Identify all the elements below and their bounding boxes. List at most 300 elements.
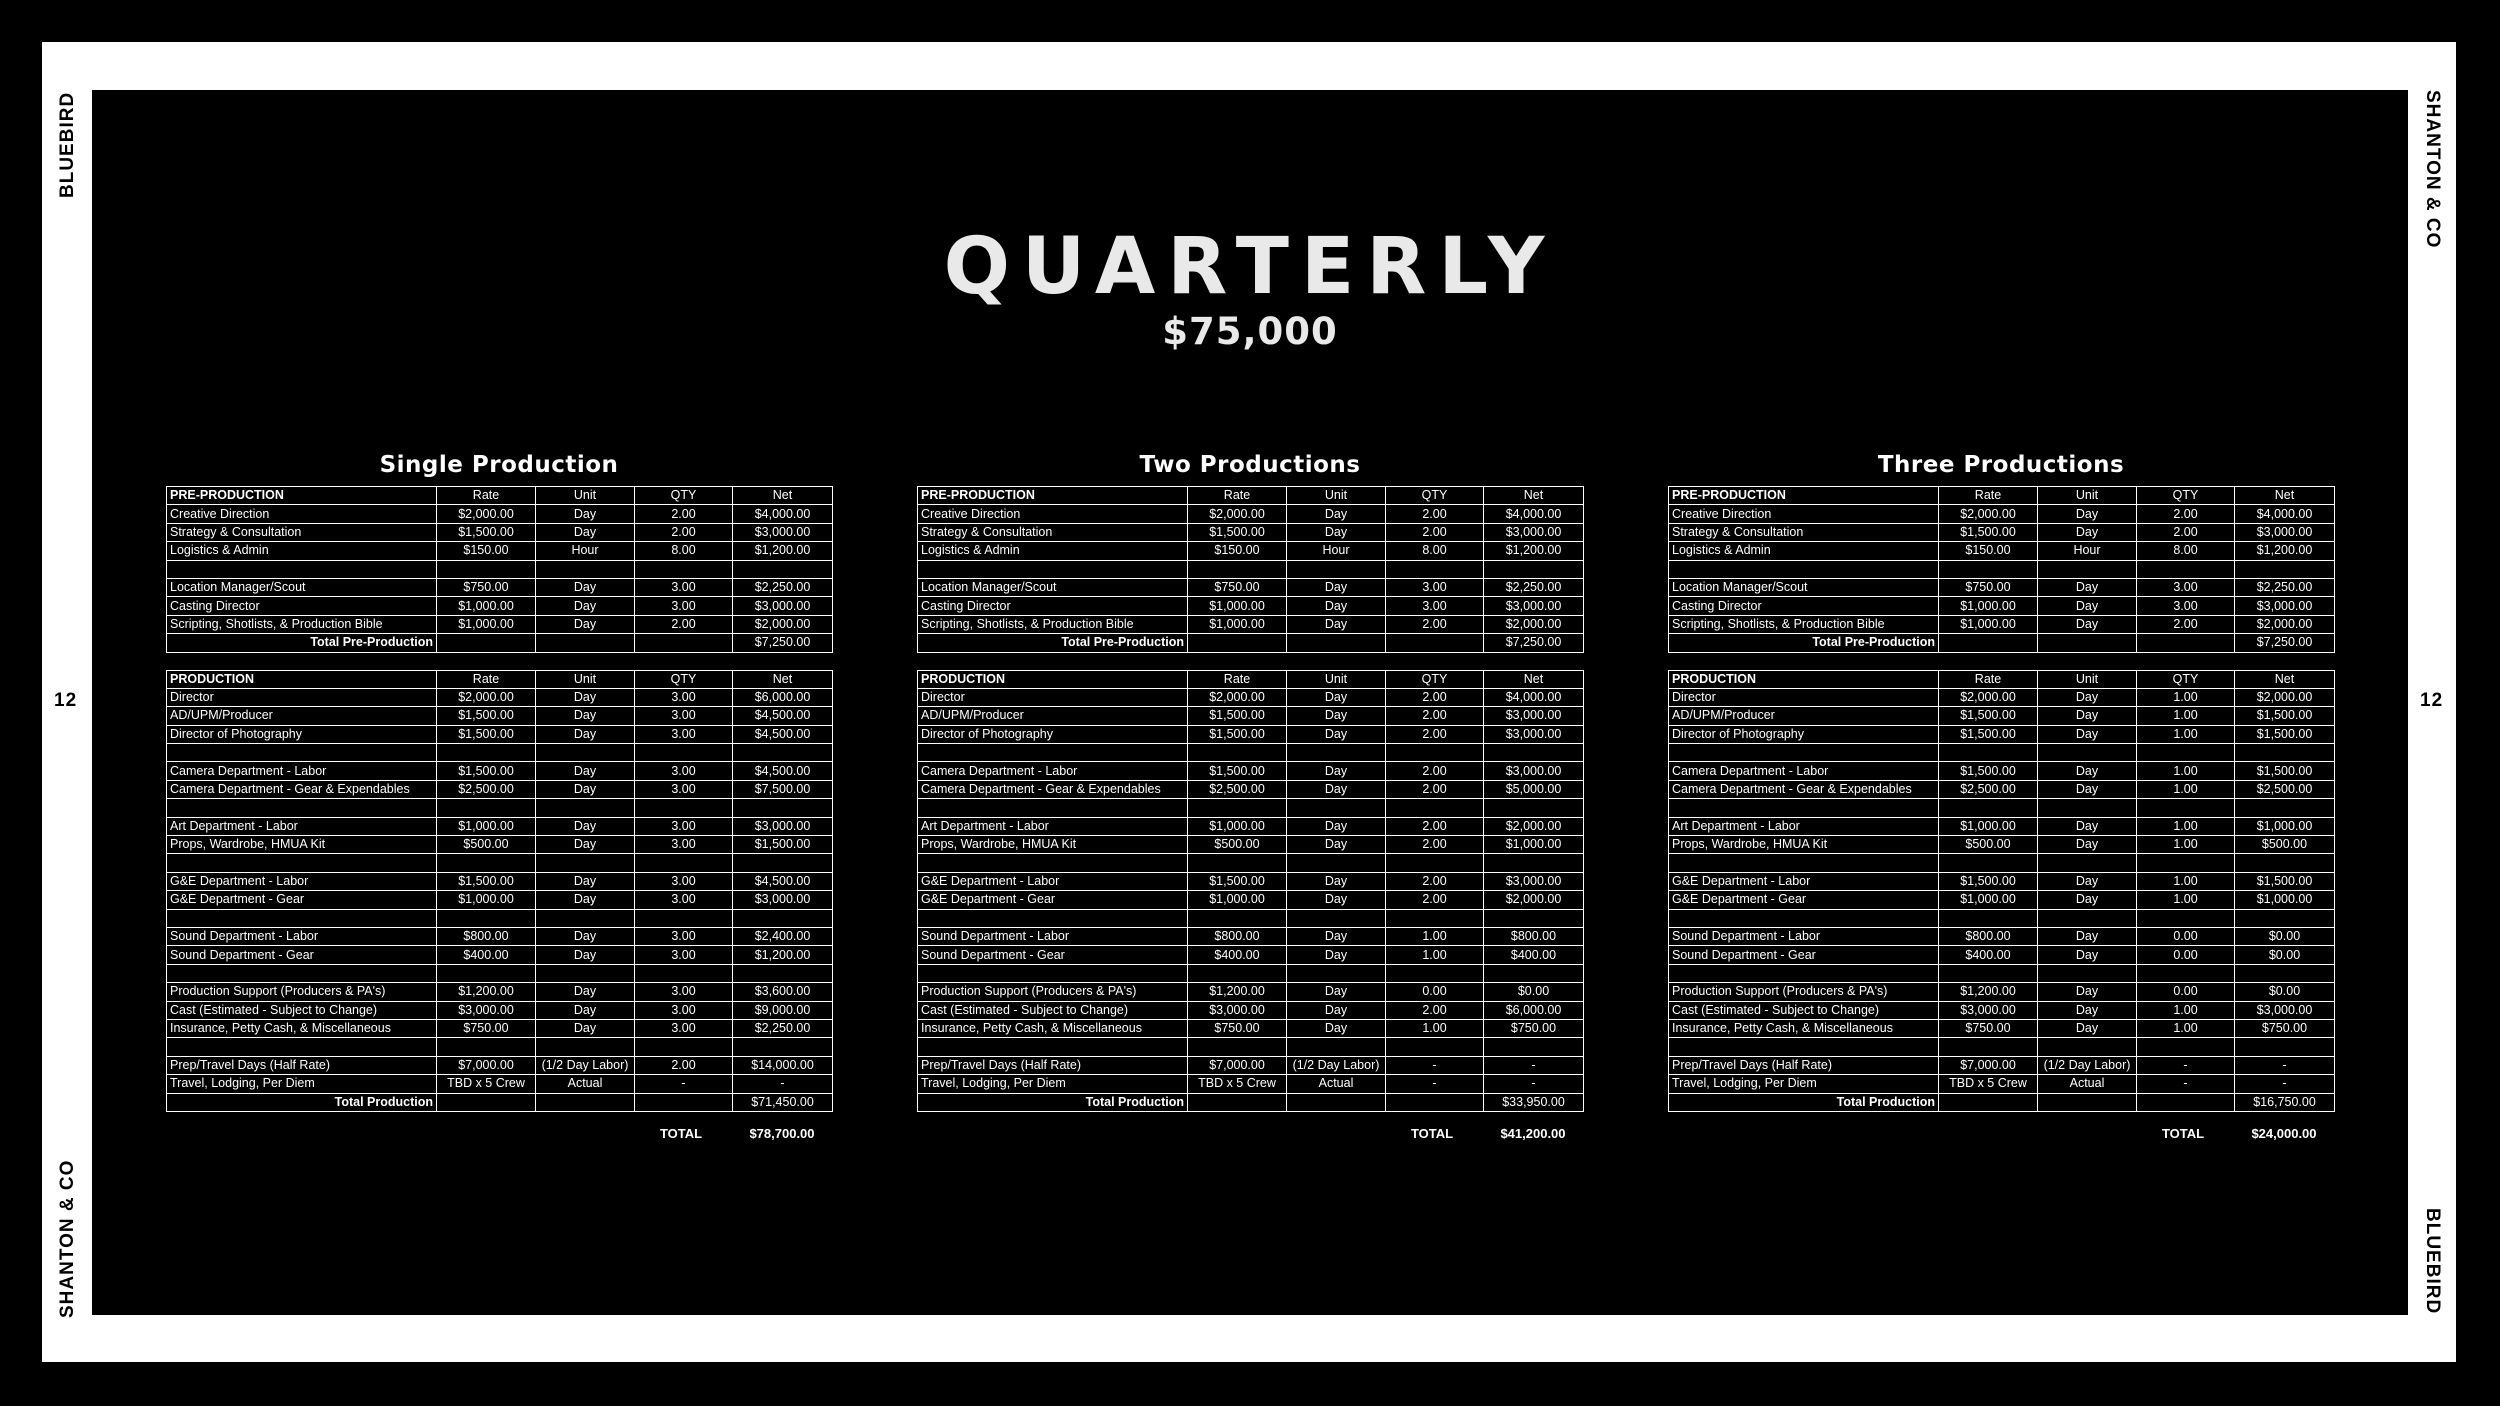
- table-cell: Day: [536, 505, 635, 523]
- table-cell: [635, 909, 733, 927]
- table-cell: $3,600.00: [733, 983, 833, 1001]
- table-cell: $1,000.00: [1188, 597, 1287, 615]
- table-cell: 3.00: [635, 1019, 733, 1037]
- empty-cell: [536, 634, 635, 652]
- empty-cell: [2038, 634, 2137, 652]
- table-row: [918, 560, 1584, 578]
- table-cell: Day: [2038, 1001, 2137, 1019]
- table-cell: [1386, 964, 1484, 982]
- table-cell: -: [1484, 1056, 1584, 1074]
- table-cell: 0.00: [2137, 927, 2235, 945]
- table-cell: [635, 744, 733, 762]
- table-cell: 3.00: [635, 836, 733, 854]
- table-cell: 8.00: [1386, 542, 1484, 560]
- table-cell: Day: [536, 725, 635, 743]
- table-cell: [635, 799, 733, 817]
- table-cell: [1484, 799, 1584, 817]
- table-cell: 3.00: [635, 1001, 733, 1019]
- brand-left-bottom: SHANTON & CO: [57, 1159, 78, 1318]
- table-cell: $1,000.00: [2235, 817, 2335, 835]
- table-row: [918, 1075, 1584, 1093]
- table-cell: Props, Wardrobe, HMUA Kit: [167, 836, 437, 854]
- table-row: [167, 983, 833, 1001]
- table-header-row: [167, 487, 833, 505]
- table-cell: 2.00: [2137, 523, 2235, 541]
- table-cell: $3,000.00: [733, 817, 833, 835]
- table-row: [1669, 927, 2335, 945]
- table-cell: [1669, 909, 1939, 927]
- table-cell: [167, 560, 437, 578]
- table-cell: [2235, 909, 2335, 927]
- table-cell: $3,000.00: [2235, 523, 2335, 541]
- table-cell: $1,500.00: [2235, 707, 2335, 725]
- table-cell: 2.00: [635, 523, 733, 541]
- table-cell: [536, 1038, 635, 1056]
- table-cell: [437, 799, 536, 817]
- total-value: $7,250.00: [1484, 634, 1584, 652]
- table-cell: Strategy & Consultation: [1669, 523, 1939, 541]
- table-cell: [167, 744, 437, 762]
- table-row: [1669, 615, 2335, 633]
- table-cell: $750.00: [437, 578, 536, 596]
- header-cell: Rate: [1188, 487, 1287, 505]
- table-row: [1669, 1038, 2335, 1056]
- table-cell: $800.00: [1188, 927, 1287, 945]
- table-cell: Prep/Travel Days (Half Rate): [167, 1056, 437, 1074]
- table-cell: $3,000.00: [2235, 597, 2335, 615]
- table-row: [1669, 1019, 2335, 1037]
- table-cell: Day: [536, 707, 635, 725]
- table-cell: Strategy & Consultation: [918, 523, 1188, 541]
- table-cell: $1,500.00: [437, 725, 536, 743]
- table-cell: $500.00: [2235, 836, 2335, 854]
- total-value: $71,450.00: [733, 1093, 833, 1111]
- table-row: [167, 762, 833, 780]
- table-row: [918, 854, 1584, 872]
- table-cell: [2137, 964, 2235, 982]
- table-cell: $4,500.00: [733, 707, 833, 725]
- table-cell: $750.00: [1939, 578, 2038, 596]
- table-cell: [733, 854, 833, 872]
- table-row: [1669, 891, 2335, 909]
- table-cell: $400.00: [1188, 946, 1287, 964]
- table-cell: Director: [1669, 688, 1939, 706]
- table-cell: [733, 560, 833, 578]
- table-cell: -: [2137, 1075, 2235, 1093]
- table-cell: [437, 1038, 536, 1056]
- table-cell: Scripting, Shotlists, & Production Bible: [167, 615, 437, 633]
- table-cell: Art Department - Labor: [918, 817, 1188, 835]
- total-value: $16,750.00: [2235, 1093, 2335, 1111]
- header-cell: QTY: [635, 670, 733, 688]
- table-cell: [1484, 964, 1584, 982]
- table-header-row: [1669, 670, 2335, 688]
- table-cell: $4,500.00: [733, 762, 833, 780]
- table-cell: $2,000.00: [1484, 817, 1584, 835]
- table-row: [1669, 725, 2335, 743]
- table-cell: Travel, Lodging, Per Diem: [918, 1075, 1188, 1093]
- table-cell: G&E Department - Labor: [167, 872, 437, 890]
- table-cell: 3.00: [1386, 578, 1484, 596]
- header-cell: Unit: [2038, 670, 2137, 688]
- table-cell: 3.00: [635, 762, 733, 780]
- table-cell: $2,000.00: [1939, 505, 2038, 523]
- table-cell: 3.00: [635, 872, 733, 890]
- table-cell: Day: [2038, 707, 2137, 725]
- header-cell: PRODUCTION: [1669, 670, 1939, 688]
- table-row: [918, 927, 1584, 945]
- table-cell: 2.00: [1386, 762, 1484, 780]
- page-number-left: 12: [54, 690, 78, 711]
- pre-production-table: [1668, 486, 2335, 653]
- table-total-row: [1669, 1093, 2335, 1111]
- table-cell: Travel, Lodging, Per Diem: [167, 1075, 437, 1093]
- table-row: [1669, 983, 2335, 1001]
- table-row: [167, 836, 833, 854]
- header-cell: Rate: [1939, 670, 2038, 688]
- grand-total: [166, 1112, 832, 1152]
- grand-total-label: TOTAL: [2161, 1125, 2205, 1141]
- table-cell: [1669, 964, 1939, 982]
- table-cell: Hour: [1287, 542, 1386, 560]
- table-row: [167, 744, 833, 762]
- table-cell: Insurance, Petty Cash, & Miscellaneous: [167, 1019, 437, 1037]
- table-cell: [536, 909, 635, 927]
- table-cell: $1,000.00: [1188, 817, 1287, 835]
- table-cell: $1,500.00: [1939, 872, 2038, 890]
- header-cell: Net: [1484, 487, 1584, 505]
- table-cell: (1/2 Day Labor): [2038, 1056, 2137, 1074]
- table-cell: $0.00: [1484, 983, 1584, 1001]
- grand-total-label: TOTAL: [1410, 1125, 1454, 1141]
- table-row: [1669, 909, 2335, 927]
- table-cell: Location Manager/Scout: [918, 578, 1188, 596]
- table-cell: [536, 854, 635, 872]
- table-cell: [635, 854, 733, 872]
- table-cell: Actual: [536, 1075, 635, 1093]
- table-row: [918, 909, 1584, 927]
- table-row: [167, 597, 833, 615]
- table-cell: Scripting, Shotlists, & Production Bible: [918, 615, 1188, 633]
- table-cell: $3,000.00: [1484, 597, 1584, 615]
- brand-left-top: BLUEBIRD: [57, 91, 78, 198]
- table-cell: $1,000.00: [437, 597, 536, 615]
- header-cell: Rate: [437, 487, 536, 505]
- table-cell: [1939, 964, 2038, 982]
- table-cell: Actual: [2038, 1075, 2137, 1093]
- table-cell: 1.00: [1386, 946, 1484, 964]
- table-cell: 3.00: [1386, 597, 1484, 615]
- table-cell: G&E Department - Gear: [918, 891, 1188, 909]
- table-row: [1669, 542, 2335, 560]
- empty-cell: [1287, 1093, 1386, 1111]
- table-cell: Day: [536, 836, 635, 854]
- table-cell: $1,000.00: [1484, 836, 1584, 854]
- table-cell: $2,500.00: [1188, 780, 1287, 798]
- table-cell: Day: [1287, 688, 1386, 706]
- table-row: [918, 688, 1584, 706]
- table-row: [167, 1056, 833, 1074]
- table-cell: [1484, 854, 1584, 872]
- table-cell: Day: [2038, 927, 2137, 945]
- table-cell: 3.00: [635, 578, 733, 596]
- table-cell: 2.00: [1386, 505, 1484, 523]
- total-value: $7,250.00: [733, 634, 833, 652]
- table-cell: [1484, 744, 1584, 762]
- table-cell: [167, 909, 437, 927]
- table-cell: Hour: [536, 542, 635, 560]
- table-cell: [918, 854, 1188, 872]
- table-cell: Strategy & Consultation: [167, 523, 437, 541]
- table-cell: 1.00: [2137, 891, 2235, 909]
- table-cell: $1,200.00: [733, 542, 833, 560]
- table-cell: [918, 560, 1188, 578]
- table-cell: 3.00: [635, 725, 733, 743]
- table-cell: Hour: [2038, 542, 2137, 560]
- table-total-row: [1669, 634, 2335, 652]
- header-cell: QTY: [635, 487, 733, 505]
- section-gap: [1668, 653, 2334, 670]
- table-cell: [733, 909, 833, 927]
- table-cell: 3.00: [2137, 597, 2235, 615]
- table-row: [167, 542, 833, 560]
- table-cell: [733, 1038, 833, 1056]
- table-cell: 3.00: [2137, 578, 2235, 596]
- table-cell: [2137, 909, 2235, 927]
- table-cell: 2.00: [635, 1056, 733, 1074]
- table-row: [918, 780, 1584, 798]
- header-cell: PRODUCTION: [167, 670, 437, 688]
- table-cell: [733, 799, 833, 817]
- table-cell: $1,500.00: [1188, 523, 1287, 541]
- table-cell: Creative Direction: [167, 505, 437, 523]
- table-cell: $1,000.00: [437, 817, 536, 835]
- table-cell: $2,500.00: [2235, 780, 2335, 798]
- budget-column: [166, 448, 832, 1152]
- empty-cell: [2038, 1093, 2137, 1111]
- table-row: [918, 523, 1584, 541]
- table-cell: Casting Director: [918, 597, 1188, 615]
- table-cell: [1669, 744, 1939, 762]
- table-row: [918, 1056, 1584, 1074]
- table-cell: $150.00: [1188, 542, 1287, 560]
- table-cell: [2235, 799, 2335, 817]
- table-cell: $3,000.00: [437, 1001, 536, 1019]
- empty-cell: [1939, 634, 2038, 652]
- table-cell: [1939, 909, 2038, 927]
- table-cell: Day: [1287, 707, 1386, 725]
- table-cell: $2,000.00: [733, 615, 833, 633]
- table-cell: $750.00: [1939, 1019, 2038, 1037]
- table-cell: Day: [536, 1019, 635, 1037]
- header-cell: Unit: [1287, 670, 1386, 688]
- table-cell: [437, 909, 536, 927]
- header-cell: Net: [1484, 670, 1584, 688]
- table-cell: Sound Department - Labor: [918, 927, 1188, 945]
- table-cell: $9,000.00: [733, 1001, 833, 1019]
- table-cell: Day: [2038, 946, 2137, 964]
- header-cell: PRE-PRODUCTION: [918, 487, 1188, 505]
- table-cell: $1,000.00: [1939, 597, 2038, 615]
- table-cell: 2.00: [1386, 836, 1484, 854]
- table-cell: [1484, 1038, 1584, 1056]
- grand-total: [917, 1112, 1583, 1152]
- table-cell: $500.00: [1188, 836, 1287, 854]
- grand-total-value: $24,000.00: [2251, 1125, 2317, 1141]
- table-cell: [918, 1038, 1188, 1056]
- table-cell: $3,000.00: [733, 597, 833, 615]
- header-cell: QTY: [2137, 670, 2235, 688]
- section-gap: [166, 653, 832, 670]
- table-cell: 1.00: [2137, 1019, 2235, 1037]
- table-header-row: [918, 670, 1584, 688]
- table-cell: 1.00: [1386, 1019, 1484, 1037]
- table-cell: [918, 964, 1188, 982]
- table-cell: [1939, 560, 2038, 578]
- table-cell: 2.00: [1386, 707, 1484, 725]
- table-cell: $3,000.00: [2235, 1001, 2335, 1019]
- table-cell: $800.00: [1484, 927, 1584, 945]
- table-row: [167, 854, 833, 872]
- table-cell: [2038, 909, 2137, 927]
- table-row: [918, 817, 1584, 835]
- header-cell: Net: [733, 670, 833, 688]
- table-cell: 0.00: [2137, 983, 2235, 1001]
- production-table: [1668, 670, 2335, 1112]
- table-row: [918, 597, 1584, 615]
- table-total-row: [918, 1093, 1584, 1111]
- table-cell: G&E Department - Labor: [1669, 872, 1939, 890]
- table-cell: Day: [1287, 615, 1386, 633]
- table-cell: Insurance, Petty Cash, & Miscellaneous: [918, 1019, 1188, 1037]
- table-cell: [2137, 799, 2235, 817]
- table-cell: $1,200.00: [1939, 983, 2038, 1001]
- header-cell: PRE-PRODUCTION: [167, 487, 437, 505]
- table-cell: [2137, 560, 2235, 578]
- table-cell: $750.00: [1188, 578, 1287, 596]
- table-cell: -: [2137, 1056, 2235, 1074]
- table-cell: Director of Photography: [1669, 725, 1939, 743]
- table-cell: $1,500.00: [1939, 762, 2038, 780]
- table-cell: $1,500.00: [437, 762, 536, 780]
- table-cell: 2.00: [1386, 615, 1484, 633]
- table-row: [918, 1019, 1584, 1037]
- table-cell: TBD x 5 Crew: [437, 1075, 536, 1093]
- table-cell: $5,000.00: [1484, 780, 1584, 798]
- table-cell: [1484, 909, 1584, 927]
- table-row: [167, 578, 833, 596]
- table-row: [1669, 707, 2335, 725]
- table-cell: Day: [2038, 523, 2137, 541]
- table-row: [918, 891, 1584, 909]
- table-row: [167, 1038, 833, 1056]
- table-cell: Casting Director: [1669, 597, 1939, 615]
- table-row: [1669, 1001, 2335, 1019]
- table-cell: Day: [1287, 725, 1386, 743]
- table-row: [1669, 688, 2335, 706]
- table-row: [918, 505, 1584, 523]
- table-row: [167, 615, 833, 633]
- table-cell: [167, 964, 437, 982]
- table-cell: Travel, Lodging, Per Diem: [1669, 1075, 1939, 1093]
- column-title: Two Productions: [1139, 452, 1361, 478]
- table-cell: $2,000.00: [437, 688, 536, 706]
- empty-cell: [1287, 634, 1386, 652]
- table-row: [1669, 744, 2335, 762]
- budget-column: [1668, 448, 2334, 1152]
- table-cell: 0.00: [2137, 946, 2235, 964]
- table-cell: Day: [2038, 725, 2137, 743]
- table-row: [918, 762, 1584, 780]
- empty-cell: [2137, 634, 2235, 652]
- table-cell: [733, 744, 833, 762]
- table-cell: -: [1484, 1075, 1584, 1093]
- table-cell: $7,000.00: [1939, 1056, 2038, 1074]
- table-cell: 2.00: [635, 505, 733, 523]
- table-cell: Day: [2038, 836, 2137, 854]
- grand-total-value: $78,700.00: [749, 1125, 815, 1141]
- table-cell: Day: [536, 597, 635, 615]
- table-cell: Director of Photography: [167, 725, 437, 743]
- table-cell: $3,000.00: [1484, 872, 1584, 890]
- table-cell: [1188, 909, 1287, 927]
- table-cell: $2,250.00: [1484, 578, 1584, 596]
- table-cell: $1,500.00: [2235, 762, 2335, 780]
- table-cell: $500.00: [1939, 836, 2038, 854]
- table-cell: Actual: [1287, 1075, 1386, 1093]
- table-cell: $4,000.00: [733, 505, 833, 523]
- table-cell: Day: [2038, 817, 2137, 835]
- table-cell: $1,500.00: [1188, 725, 1287, 743]
- table-cell: $750.00: [1484, 1019, 1584, 1037]
- table-cell: $800.00: [437, 927, 536, 945]
- table-cell: [1669, 560, 1939, 578]
- table-cell: G&E Department - Gear: [167, 891, 437, 909]
- table-cell: [167, 854, 437, 872]
- table-cell: [635, 560, 733, 578]
- table-cell: [1188, 854, 1287, 872]
- table-cell: 2.00: [1386, 688, 1484, 706]
- header-cell: Net: [733, 487, 833, 505]
- table-cell: Camera Department - Gear & Expendables: [918, 780, 1188, 798]
- empty-cell: [536, 1093, 635, 1111]
- table-cell: [1939, 799, 2038, 817]
- table-cell: [2137, 744, 2235, 762]
- table-row: [918, 707, 1584, 725]
- empty-cell: [437, 1093, 536, 1111]
- table-cell: [437, 964, 536, 982]
- table-cell: Day: [1287, 505, 1386, 523]
- table-cell: [2235, 744, 2335, 762]
- table-row: [1669, 799, 2335, 817]
- table-cell: 2.00: [2137, 615, 2235, 633]
- table-cell: 2.00: [635, 615, 733, 633]
- table-cell: 2.00: [1386, 817, 1484, 835]
- table-row: [1669, 780, 2335, 798]
- header-cell: Rate: [1939, 487, 2038, 505]
- table-cell: $1,000.00: [437, 615, 536, 633]
- table-total-row: [167, 634, 833, 652]
- table-row: [1669, 597, 2335, 615]
- table-cell: [536, 744, 635, 762]
- table-cell: Cast (Estimated - Subject to Change): [167, 1001, 437, 1019]
- table-cell: $1,200.00: [2235, 542, 2335, 560]
- table-row: [167, 1075, 833, 1093]
- table-cell: [2038, 560, 2137, 578]
- table-cell: $1,500.00: [2235, 725, 2335, 743]
- table-cell: $400.00: [437, 946, 536, 964]
- table-cell: Day: [2038, 780, 2137, 798]
